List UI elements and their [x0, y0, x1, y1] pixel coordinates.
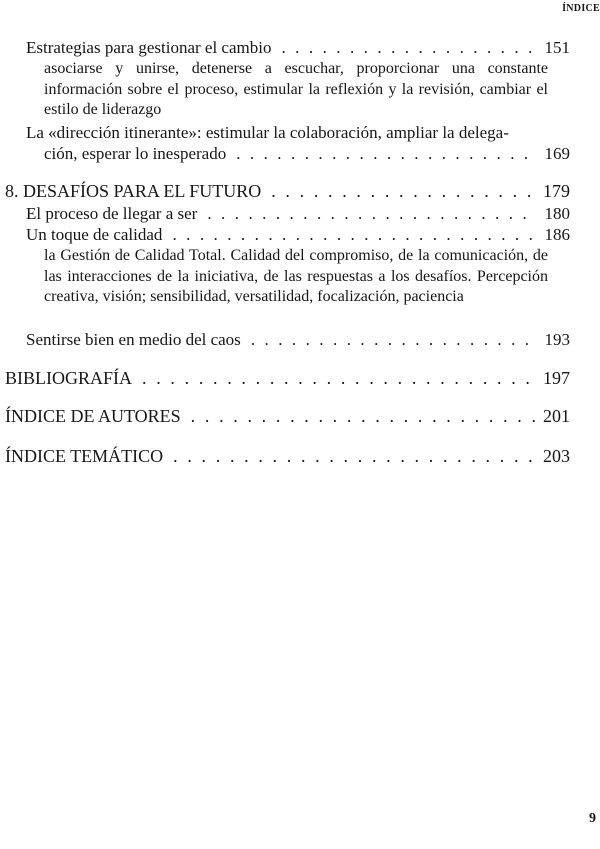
toc-entry-strategies — [26, 38, 570, 58]
toc-entry-itinerant — [44, 144, 570, 164]
toc-entry-page: 180 — [544, 204, 570, 223]
toc-section-page: 197 — [543, 368, 570, 388]
toc-entry-page: 169 — [544, 144, 570, 163]
toc-entry-becoming — [26, 204, 570, 224]
toc-entry-title: Sentirse bien en medio del caos — [26, 330, 241, 349]
dot-leader — [207, 204, 536, 224]
page-number: 9 — [589, 811, 596, 826]
toc-chapter-page: 179 — [543, 181, 570, 201]
dot-leader — [142, 368, 535, 388]
toc-section-title: ÍNDICE DE AUTORES — [5, 406, 181, 426]
toc-entry-title: El proceso de llegar a ser — [26, 204, 198, 223]
running-header: ÍNDICE — [562, 3, 600, 14]
toc-entry-quality — [26, 225, 570, 245]
toc-entry-title: Un toque de calidad — [26, 225, 163, 244]
toc-subject-index — [5, 446, 570, 466]
toc-section-title: BIBLIOGRAFÍA — [5, 368, 133, 388]
toc-entry-description: la Gestión de Calidad Total. Calidad del compromiso, de la comunicación, de las interacciones de la iniciativa, de las respuestas a los desafíos. Percepción creativa, visión; sensibilidad, versatilidad, focalización, paciencia — [44, 247, 548, 305]
toc-entry-chaos — [26, 330, 570, 350]
toc-bibliography — [5, 368, 570, 388]
toc-entry-title: Estrategias para gestionar el cambio — [26, 38, 272, 57]
dot-leader — [236, 144, 536, 164]
dot-leader — [251, 330, 537, 350]
toc-entry-page: 193 — [544, 330, 570, 349]
toc-section-page: 201 — [543, 406, 570, 426]
toc-entry-title-line: La «dirección itinerante»: estimular la colaboración, ampliar la delega- — [26, 123, 509, 142]
toc-section-page: 203 — [543, 446, 570, 466]
toc-entry-description: asociarse y unirse, detenerse a escuchar, proporcionar una constante información sobre el proceso, estimular la reflexión y la revisión, cambiar el estilo de liderazgo — [44, 60, 548, 118]
toc-chapter-title: 8. DESAFÍOS PARA EL FUTURO — [5, 181, 262, 201]
toc-entry-title: ción, esperar lo inesperado — [44, 144, 227, 163]
toc-author-index — [5, 406, 570, 426]
toc-entry-page: 186 — [544, 225, 570, 244]
dot-leader — [281, 38, 536, 58]
toc-chapter-8 — [5, 181, 570, 201]
dot-leader — [191, 406, 535, 426]
dot-leader — [271, 181, 535, 201]
dot-leader — [172, 225, 536, 245]
toc-section-title: ÍNDICE TEMÁTICO — [5, 446, 164, 466]
dot-leader — [173, 446, 535, 466]
toc-entry-page: 151 — [544, 38, 570, 57]
